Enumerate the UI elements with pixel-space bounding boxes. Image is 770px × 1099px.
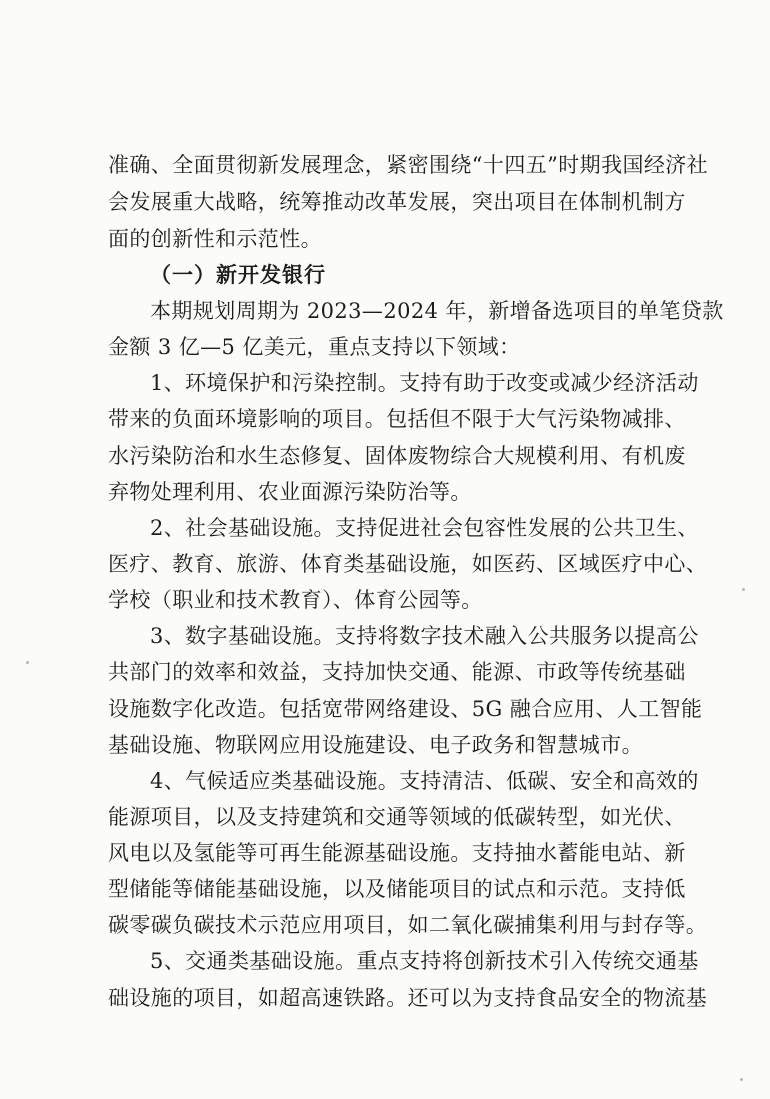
item-4-line-2: 能源项目，以及支持建筑和交通等领域的低碳转型，如光伏、: [108, 805, 686, 829]
scan-speck: [742, 588, 745, 591]
item-3-line-4: 基础设施、物联网应用设施建设、电子政务和智慧城市。: [108, 733, 643, 757]
item-4-line-3: 风电以及氢能等可再生能源基础设施。支持抽水蓄能电站、新: [108, 841, 686, 865]
item-2-line-3: 学校（职业和技术教育）、体育公园等。: [108, 588, 483, 612]
item-1-line-1: 1、环境保护和污染控制。支持有助于改变或减少经济活动: [150, 371, 699, 395]
item-2-line-1: 2、社会基础设施。支持促进社会包容性发展的公共卫生、: [150, 516, 699, 540]
scan-speck: [740, 1078, 743, 1081]
item-3-line-2: 共部门的效率和效益，支持加快交通、能源、市政等传统基础: [108, 660, 686, 684]
item-5-line-1: 5、交通类基础设施。重点支持将创新技术引入传统交通基: [150, 949, 699, 973]
item-4-line-5: 碳零碳负碳技术示范应用项目，如二氧化碳捕集利用与封存等。: [108, 913, 708, 937]
item-3-line-3: 设施数字化改造。包括宽带网络建设、5G 融合应用、人工智能: [108, 697, 703, 721]
item-4-line-1: 4、气候适应类基础设施。支持清洁、低碳、安全和高效的: [150, 769, 699, 793]
paragraph-intro-line-1: 准确、全面贯彻新发展理念，紧密围绕“十四五”时期我国经济社: [108, 153, 709, 177]
item-4-line-4: 型储能等储能基础设施，以及储能项目的试点和示范。支持低: [108, 877, 686, 901]
paragraph-intro-line-3: 面的创新性和示范性。: [108, 227, 322, 251]
paragraph-intro-line-2: 会发展重大战略，统筹推动改革发展，突出项目在体制机制方: [108, 190, 686, 214]
item-2-line-2: 医疗、教育、旅游、体育类基础设施，如医药、区域医疗中心、: [108, 552, 708, 576]
item-1-line-4: 弃物处理利用、农业面源污染防治等。: [108, 480, 472, 504]
item-5-line-2: 础设施的项目，如超高速铁路。还可以为支持食品安全的物流基: [108, 986, 708, 1010]
item-1-line-2: 带来的负面环境影响的项目。包括但不限于大气污染物减排、: [108, 407, 686, 431]
scan-speck: [26, 661, 29, 664]
paragraph-period-line-1: 本期规划周期为 2023—2024 年，新增备选项目的单笔贷款: [150, 299, 724, 323]
item-1-line-3: 水污染防治和水生态修复、固体废物综合大规模利用、有机废: [108, 444, 686, 468]
item-3-line-1: 3、数字基础设施。支持将数字技术融入公共服务以提高公: [150, 624, 699, 648]
section-heading: （一）新开发银行: [150, 262, 326, 287]
paragraph-period-line-2: 金额 3 亿—5 亿美元，重点支持以下领域：: [108, 335, 521, 359]
